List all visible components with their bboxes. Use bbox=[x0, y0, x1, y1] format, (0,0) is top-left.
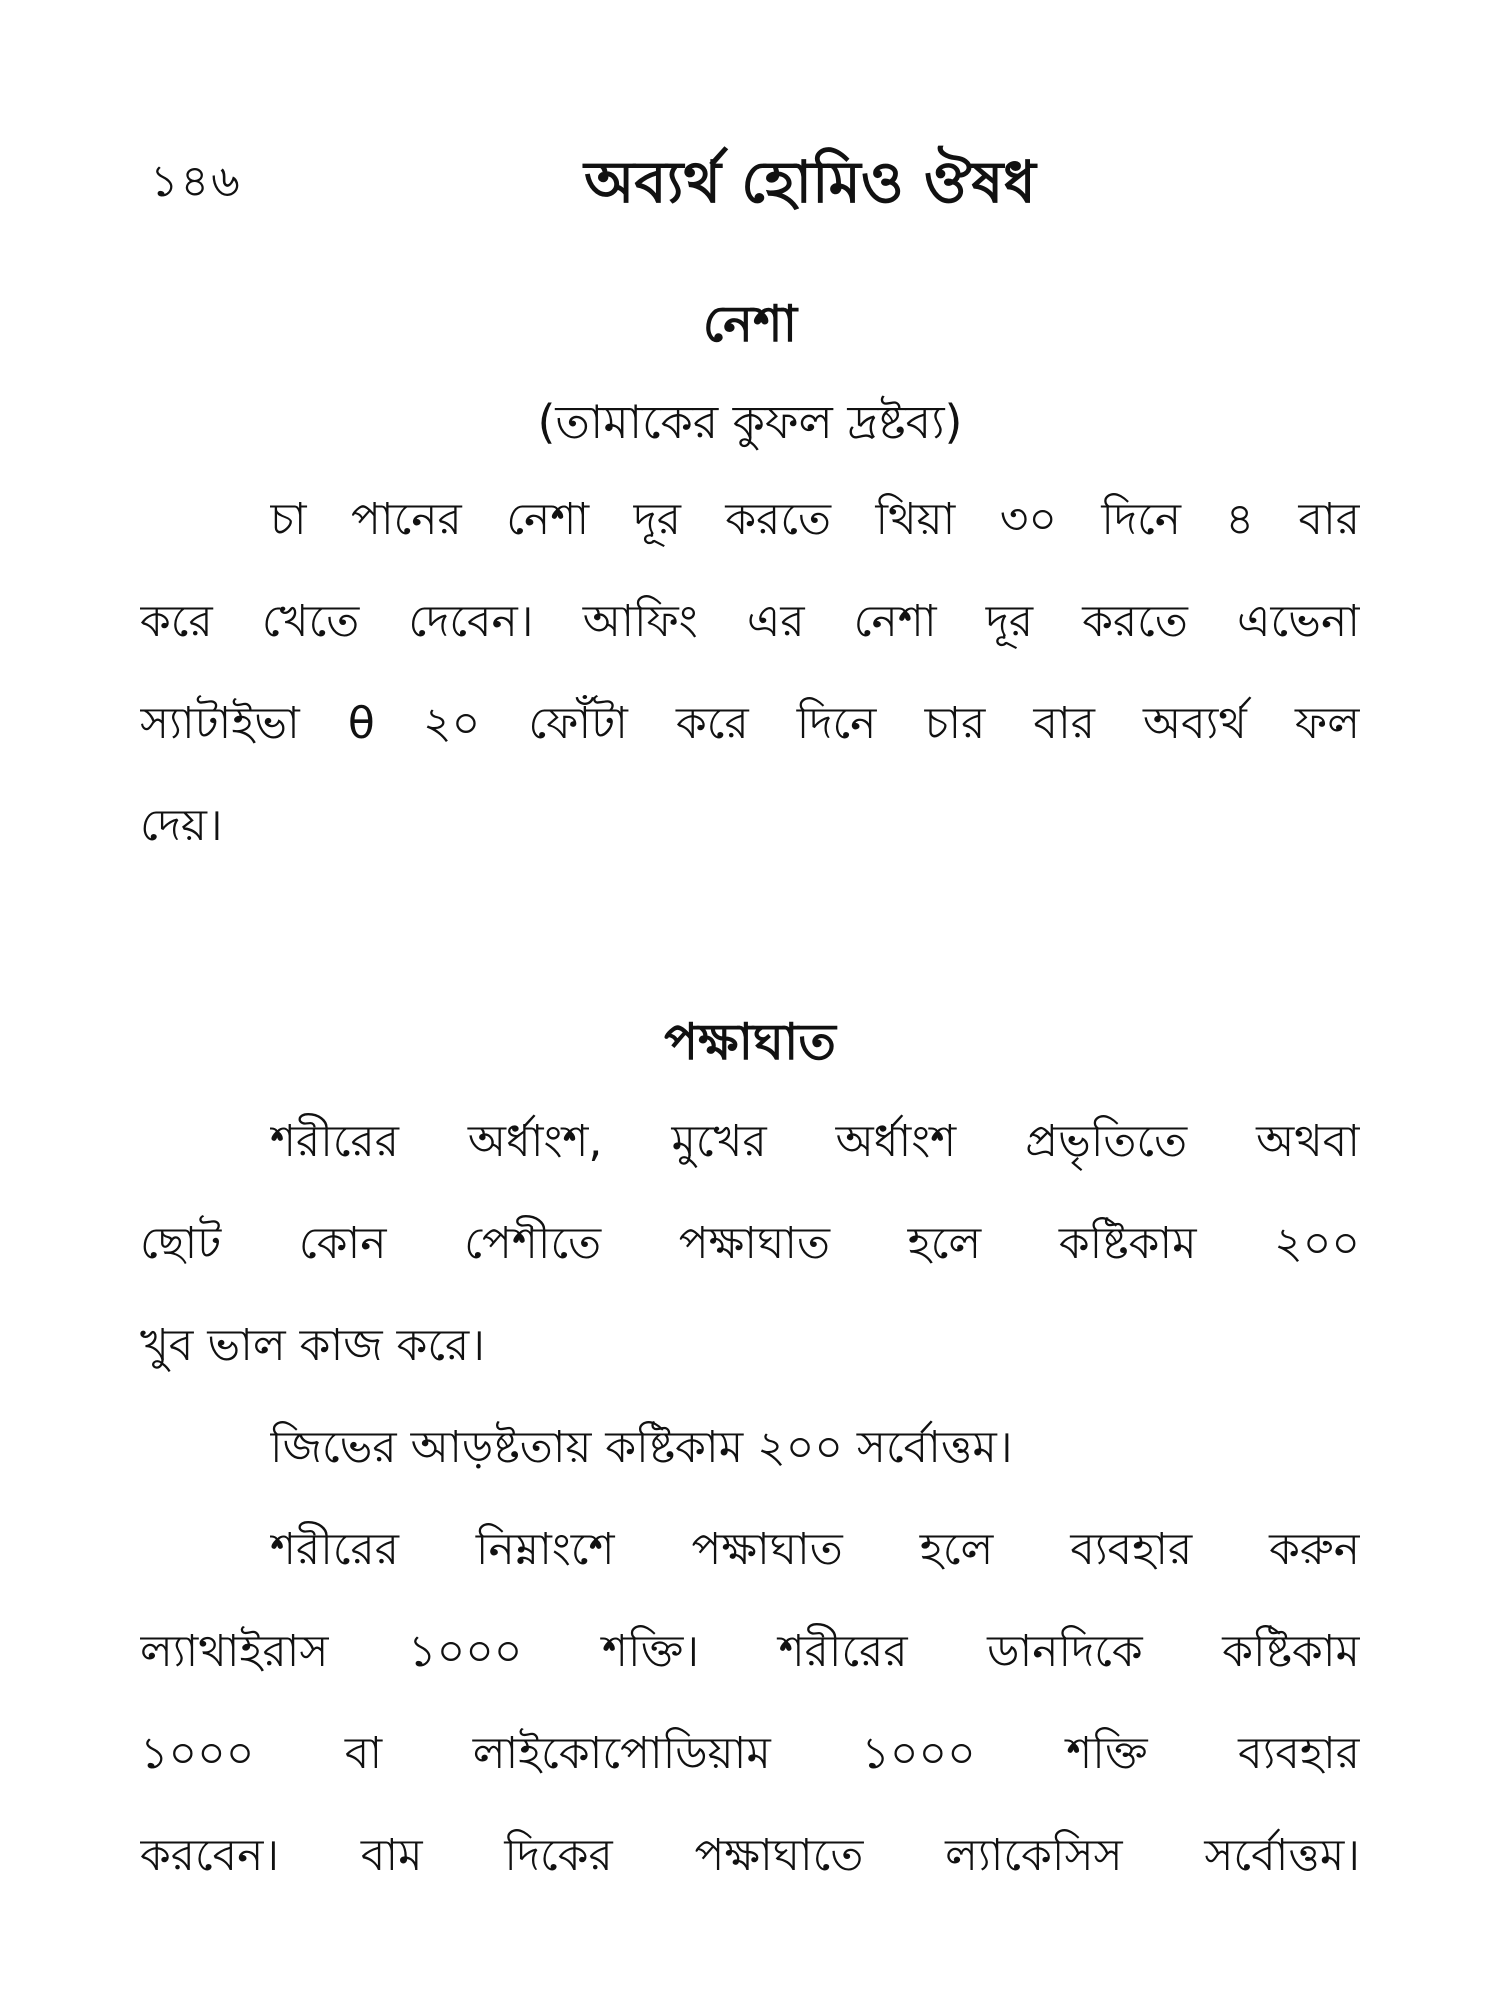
paragraph-line: জিভের আড়ষ্টতায় কষ্টিকাম ২০০ সর্বোত্তম। bbox=[270, 1422, 1013, 1473]
paragraph-line: চা পানের নেশা দূর করতে থিয়া ৩০ দিনে ৪ বার bbox=[270, 494, 1360, 545]
paragraph-line: স্যাটাইভা θ ২০ ফোঁটা করে দিনে চার বার অব্যর্থ ফল bbox=[140, 698, 1360, 749]
paragraph-line: শরীরের নিম্নাংশে পক্ষাঘাত হলে ব্যবহার করুন bbox=[270, 1524, 1360, 1575]
paragraph-line: খুব ভাল কাজ করে। bbox=[140, 1320, 485, 1371]
paragraph-line: ল্যাথাইরাস ১০০০ শক্তি। শরীরের ডানদিকে কষ্টিকাম bbox=[140, 1626, 1360, 1677]
paragraph-line: ছোট কোন পেশীতে পক্ষাঘাত হলে কষ্টিকাম ২০০ bbox=[140, 1218, 1360, 1269]
paragraph-line: করে খেতে দেবেন। আফিং এর নেশা দূর করতে এভেনা bbox=[140, 596, 1360, 647]
section-heading-paralysis: পক্ষাঘাত bbox=[664, 1013, 836, 1071]
page-number: ১৪৬ bbox=[150, 156, 242, 207]
paragraph-line: শরীরের অর্ধাংশ, মুখের অর্ধাংশ প্রভৃতিতে অথবা bbox=[270, 1116, 1360, 1167]
paragraph-line: দেয়। bbox=[140, 800, 223, 851]
section-heading-addiction: নেশা bbox=[702, 295, 798, 353]
section-subheading-addiction: (তামাকের কুফল দ্রষ্টব্য) bbox=[537, 395, 963, 449]
paragraph-line: ১০০০ বা লাইকোপোডিয়াম ১০০০ শক্তি ব্যবহার bbox=[140, 1728, 1360, 1779]
book-title: অব্যর্থ হোমিও ঔষধ bbox=[584, 148, 1036, 216]
paragraph-line: করবেন। বাম দিকের পক্ষাঘাতে ল্যাকেসিস সর্বোত্তম। bbox=[140, 1830, 1360, 1881]
